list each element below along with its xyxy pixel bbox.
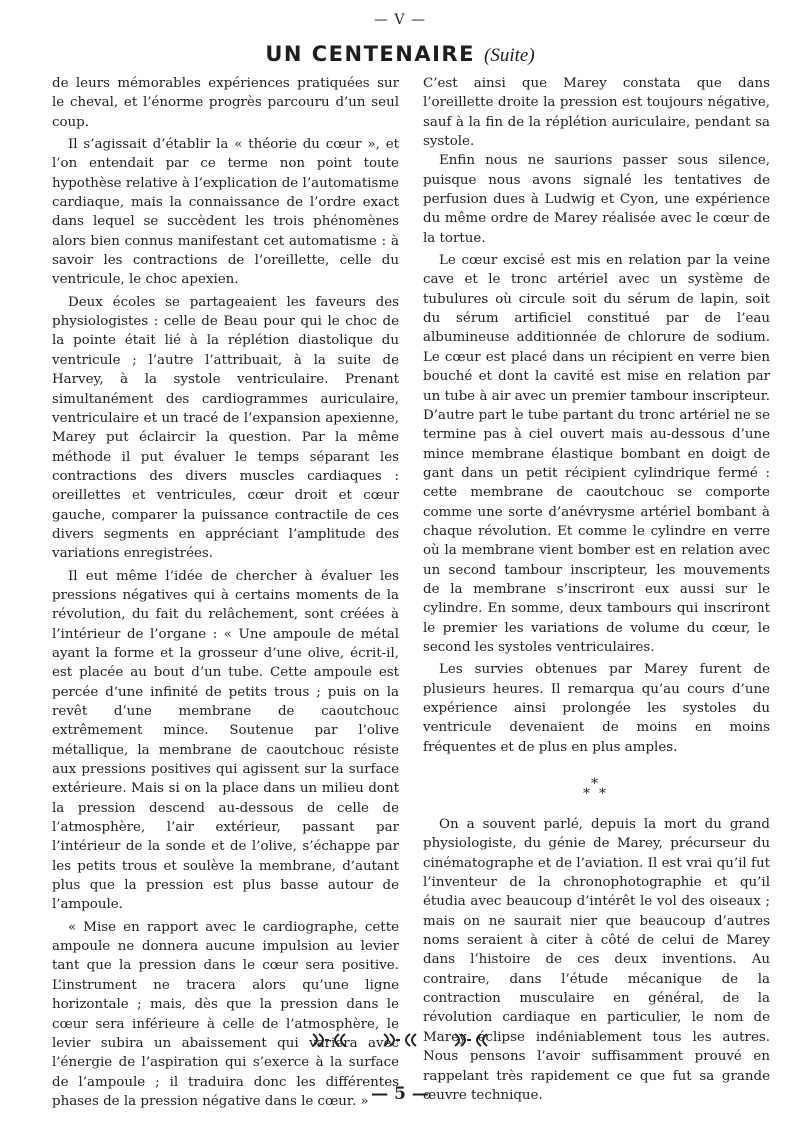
- paragraph: Il eut même l’idée de chercher à évaluer les pressions négatives qui à certains moments de la révolution, du fait du relâchement, sont créées à l’intérieur de l’organe : « Une ampoule de métal ayant la forme et la grosseur d’une olive, écrit-il, est placée au bout d’un tube. Cette ampoule est percée d’une infinité de petits trous ; puis on la revêt d’une membrane de caoutchouc extrêmement mince. Soutenue par l’olive métallique, la membrane de caoutchouc résiste aux pressions positives qui agissent sur la surface extérieure. Mais si on la place dans un milieu dont la pression descend au-dessous de celle de l’atmosphère, l’air extérieur, passant par l’intérieur de la sonde et de l’olive, s’échappe par les petits trous et soulève la membrane, d’autant plus que la pression est plus basse autour de l’ampoule.: [52, 568, 399, 913]
- paragraph: Les survies obtenues par Marey furent de plusieurs heures. Il remarqua qu’au cours d’une expérience ainsi prolongée les systoles du ventricule devenaient de moins en moins fréquentes et de plus en plus amples.: [423, 662, 770, 755]
- asterism-star: *: [583, 786, 590, 803]
- page-number: — 5 —: [371, 1084, 429, 1104]
- title-main: UN CENTENAIRE: [265, 42, 475, 66]
- paragraph: Deux écoles se partageaient les faveurs des physiologistes : celle de Beau pour qui le choc de la pointe était lié à la réplétion diastolique du ventricule ; l’autre l’attribuait, à la suite de Harvey, à la systole ventriculaire. Prenant simultanément des cardiogrammes auriculaire, ventriculaire et un tracé de l’expansion apexienne, Marey put éclaircir la question. Par la même méthode il put évaluer le temps séparant les contractions des divers muscles cardiaques : oreillettes et ventricules, cœur droit et cœur gauche, comparer la puissance contractile de ces divers segments en appréciant l’amplitude des variations enregistrées.: [52, 294, 399, 562]
- paragraph: « Mise en rapport avec le cardiographe, cette ampoule ne donnera aucune impulsion au levier tant que la pression dans le cœur sera positive. L’instrument ne tracera alors qu’une ligne horizontale ; mais, dès que la pression dans le cœur sera inférieure à celle de l’atmosphère, le levier subira un abaissement qui variera avec l’énergie de l’aspiration qui s’exerce à la surface de l’ampoule ; il traduira donc les différentes phases de la pression négative dans le cœur. »: [52, 919, 399, 1109]
- right-column: [423, 74, 770, 1105]
- ornament-glyph: [311, 1032, 347, 1048]
- asterism-divider: [423, 767, 770, 815]
- folio: — V —: [373, 12, 426, 28]
- end-ornament: [0, 1032, 800, 1052]
- article-title: [0, 44, 800, 65]
- paragraph: Le cœur excisé est mis en relation par la veine cave et le tronc artériel avec un système de tubulures où circule soit du sérum de lapin, soit du sérum artificiel constitué par de l’eau albumineuse additionnée de chlorure de sodium. Le cœur est placé dans un récipient en verre bien bouché et dont la cavité est mise en relation par un tube à air avec un premier tambour inscripteur. D’autre part le tube partant du tronc artériel ne se termine pas à ciel ouvert mais au-dessous d’une mince membrane élastique bombant en doigt de gant dans un petit récipient cylindrique fermé : cette membrane de caoutchouc se comporte comme une sorte d’anévrysme artériel bombant à chaque révolution. Et comme le cylindre en verre où la membrane vient bomber est en relation avec un second tambour inscripteur, les mouvements de la membrane s’inscriront eux aussi sur le cylindre. En somme, deux tambours qui inscriront le premier les variations de volume du cœur, le second les systoles ventriculaires.: [423, 253, 770, 655]
- asterism-star: *: [591, 776, 598, 793]
- left-column: [52, 74, 399, 1111]
- paragraph: Enfin nous ne saurions passer sous silence, puisque nous avons signalé les tentatives de perfusion dues à Ludwig et Cyon, une expérience du même ordre de Marey réalisée avec le cœur de la tortue.: [423, 153, 770, 246]
- ornament-glyph: [453, 1032, 489, 1048]
- ornament-glyph: [382, 1032, 418, 1048]
- asterism-star: *: [599, 786, 606, 803]
- paragraph: C’est ainsi que Marey constata que dans l’oreillette droite la pression est toujours négative, sauf à la fin de la réplétion auriculaire, pendant sa systole.: [423, 76, 770, 150]
- paragraph: de leurs mémorables expériences pratiquées sur le cheval, et l’énorme progrès parcouru d’un seul coup.: [52, 76, 399, 130]
- paragraph: On a souvent parlé, depuis la mort du grand physiologiste, du génie de Marey, précurseur du cinématographe et de l’aviation. Il est vrai qu’il fut l’inventeur de la chronophotographie et qu’il étudia avec beaucoup d’intérêt le vol des oiseaux ; mais on ne saurait nier que beaucoup d’autres noms seraient à citer à côté de celui de Marey dans l’histoire de ces deux inventions. Au contraire, dans l’étude mécanique de la contraction musculaire en général, de la révolution cardiaque en particulier, le nom de Marey éclipse indéniablement tous les autres. Nous pensons l’avoir suffisamment prouvé en rappelant très rapidement ce que fut sa grande œuvre technique.: [423, 817, 770, 1103]
- paragraph: Il s’agissait d’établir la « théorie du cœur », et l’on entendait par ce terme non point toute hypothèse relative à l’explication de l’automatisme cardiaque, mais la connaissance de l’ordre exact dans lequel se succèdent les trois phénomènes alors bien connus manifestant cet automatisme : à savoir les contractions de l’oreillette, celle du ventricule, le choc apexien.: [52, 137, 399, 288]
- title-suite: (Suite): [484, 45, 535, 66]
